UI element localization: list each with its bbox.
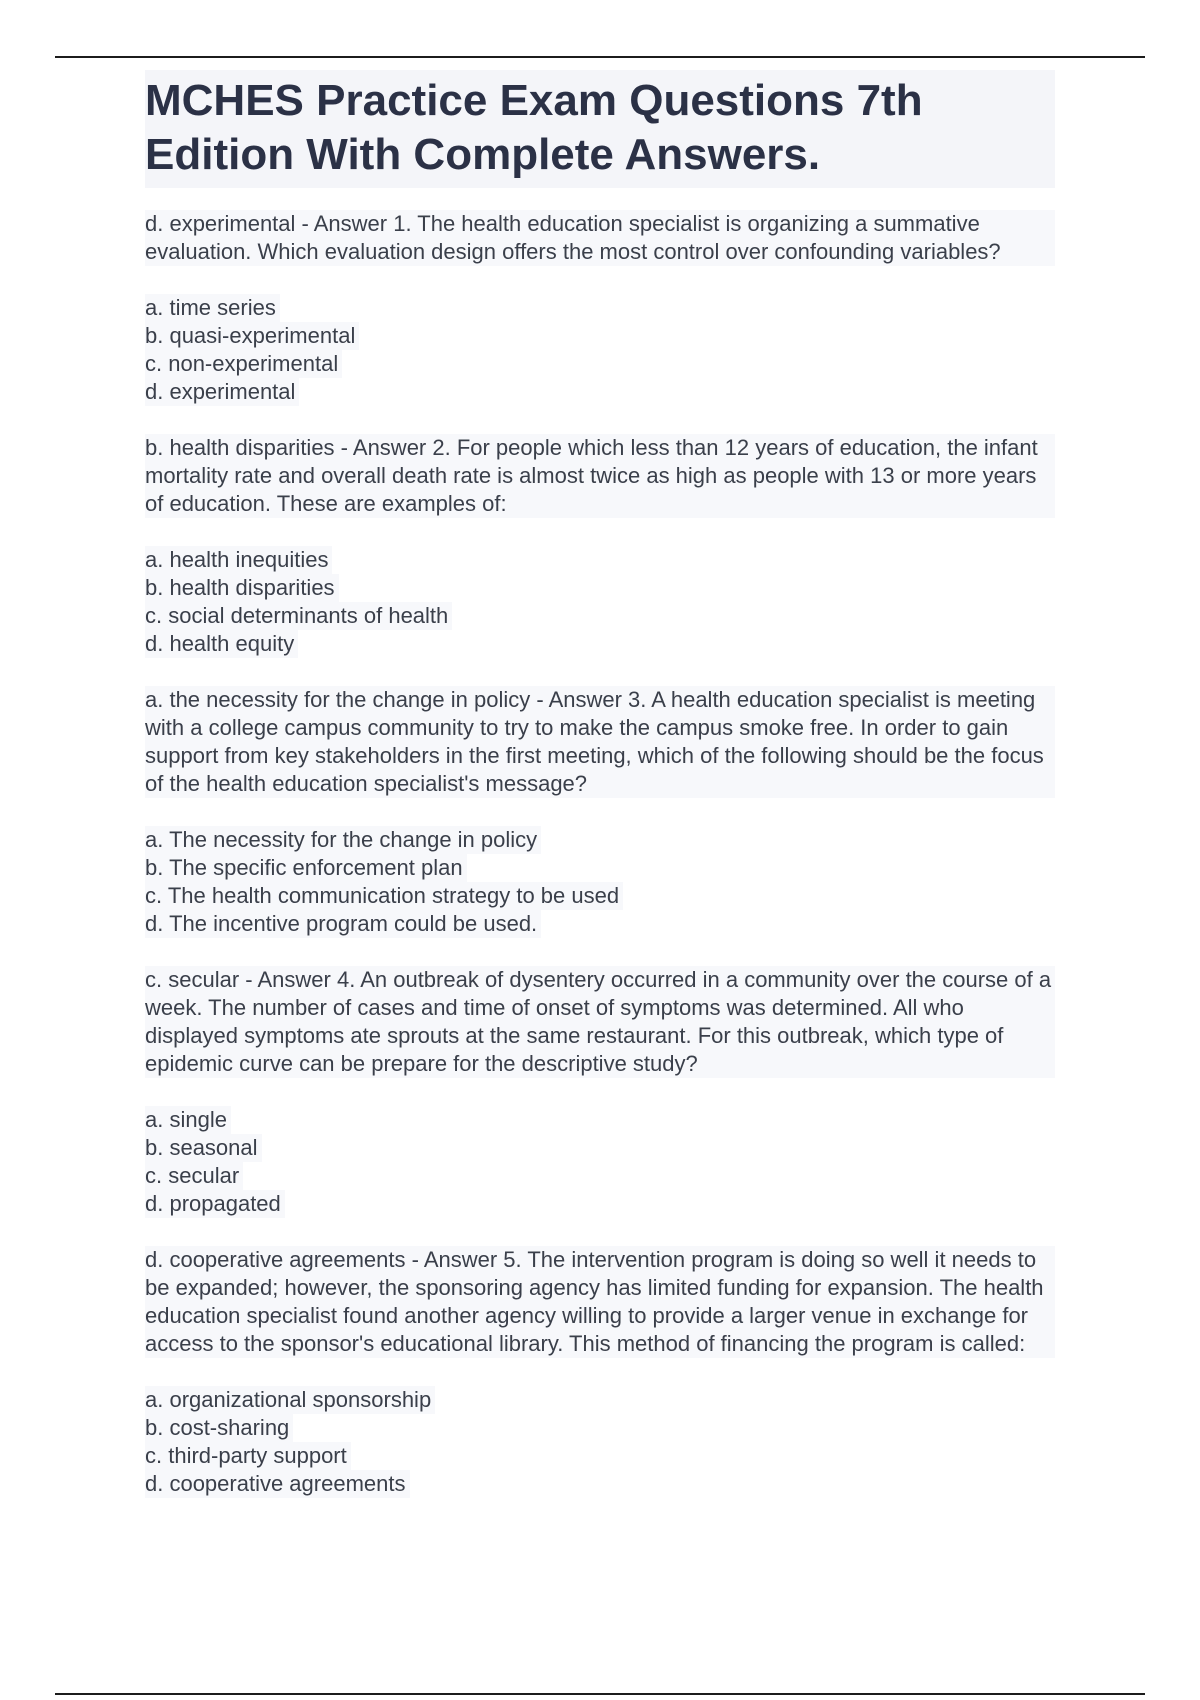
question-text: d. cooperative agreements - Answer 5. The intervention program is doing so well it needs to be expanded; however, the sponsoring agency has limited funding for expansion. The health education specialist found another agency willing to provide a larger venue in exchange for access to the sponsor's educational library. This method of financing the program is called: <box>145 1246 1055 1358</box>
option-b: b. quasi-experimental <box>145 322 359 350</box>
answer-options <box>145 826 1055 938</box>
option-b: b. cost-sharing <box>145 1414 293 1442</box>
option-a: a. single <box>145 1106 231 1134</box>
answer-options <box>145 546 1055 658</box>
page-title: MCHES Practice Exam Questions 7th Edition With Complete Answers. <box>145 76 923 179</box>
answer-options <box>145 294 1055 406</box>
answer-options <box>145 1386 1055 1498</box>
option-c: c. non-experimental <box>145 350 342 378</box>
option-d: d. health equity <box>145 630 298 658</box>
question-text: d. experimental - Answer 1. The health education specialist is organizing a summative evaluation. Which evaluation design offers the most control over confounding variables? <box>145 210 1055 266</box>
option-b: b. seasonal <box>145 1134 262 1162</box>
option-d: d. propagated <box>145 1190 285 1218</box>
question-text: b. health disparities - Answer 2. For people which less than 12 years of education, the infant mortality rate and overall death rate is almost twice as high as people with 13 or more years of education. These are examples of: <box>145 434 1055 518</box>
option-b: b. health disparities <box>145 574 339 602</box>
answer-options <box>145 1106 1055 1218</box>
option-c: c. secular <box>145 1162 243 1190</box>
question-text: c. secular - Answer 4. An outbreak of dysentery occurred in a community over the course of a week. The number of cases and time of onset of symptoms was determined. All who displayed symptoms ate sprouts at the same restaurant. For this outbreak, which type of epidemic curve can be prepare for the descriptive study? <box>145 966 1055 1078</box>
option-c: c. third-party support <box>145 1442 351 1470</box>
option-d: d. cooperative agreements <box>145 1470 410 1498</box>
option-c: c. social determinants of health <box>145 602 452 630</box>
question-block-4 <box>145 966 1055 1218</box>
option-a: a. time series <box>145 294 280 322</box>
option-a: a. organizational sponsorship <box>145 1386 435 1414</box>
option-b: b. The specific enforcement plan <box>145 854 467 882</box>
option-a: a. health inequities <box>145 546 332 574</box>
question-block-1 <box>145 210 1055 406</box>
question-text: a. the necessity for the change in policy - Answer 3. A health education specialist is meeting with a college campus community to try to make the campus smoke free. In order to gain support from key stakeholders in the first meeting, which of the following should be the focus of the health education specialist's message? <box>145 686 1055 798</box>
option-a: a. The necessity for the change in policy <box>145 826 541 854</box>
bottom-rule <box>55 1693 1145 1695</box>
top-rule <box>55 56 1145 58</box>
title-block <box>145 70 1055 188</box>
option-c: c. The health communication strategy to be used <box>145 882 623 910</box>
question-block-2 <box>145 434 1055 658</box>
option-d: d. The incentive program could be used. <box>145 910 541 938</box>
option-d: d. experimental <box>145 378 299 406</box>
question-block-3 <box>145 686 1055 938</box>
document-page <box>145 70 1055 1526</box>
question-block-5 <box>145 1246 1055 1498</box>
